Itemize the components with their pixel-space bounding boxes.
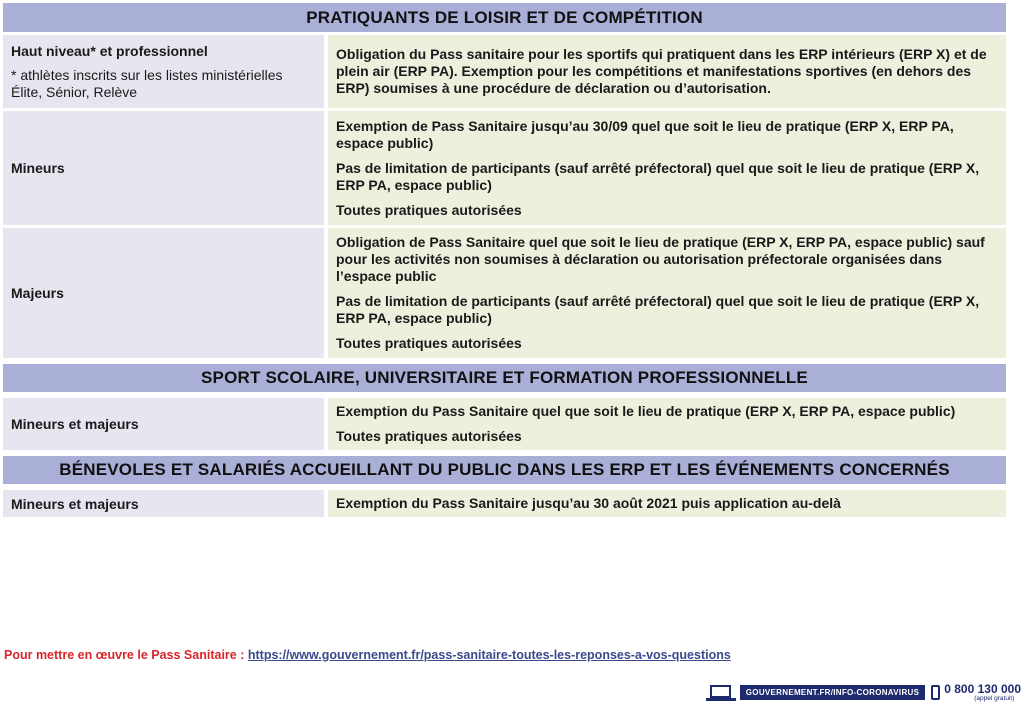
row-label: Mineurs (11, 160, 65, 176)
table-row (3, 490, 1006, 517)
row-note: * athlètes inscrits sur les listes ministérielles Élite, Sénior, Relève (11, 66, 283, 100)
row-content-cell (328, 35, 1006, 108)
row-content-cell (328, 111, 1006, 225)
row-paragraph: Toutes pratiques autorisées (336, 201, 522, 218)
row-label: Haut niveau* et professionnel (11, 42, 208, 59)
table-row (3, 228, 1006, 358)
footer-link-line (4, 648, 731, 662)
row-content-cell (328, 228, 1006, 358)
gov-site-label: GOUVERNEMENT.FR/INFO-CORONAVIRUS (740, 685, 925, 700)
table-row (3, 35, 1006, 108)
row-paragraph: Obligation du Pass sanitaire pour les sportifs qui pratiquent dans les ERP intérieurs (ERP X) et de plein air (ERP PA). Exemption pour les compétitions et manifestations sportives (en dehors des ERP) soumises à une procédure de déclaration ou d’autorisation. (336, 46, 987, 96)
row-label-cell (3, 111, 324, 225)
row-label-cell (3, 35, 324, 108)
phone-icon (931, 685, 940, 700)
row-label-cell (3, 490, 324, 517)
row-paragraph: Exemption du Pass Sanitaire jusqu’au 30 août 2021 puis application au-delà (336, 495, 841, 511)
info-bar (706, 683, 1021, 702)
phone-block (944, 683, 1021, 702)
phone-note: (appel gratuit) (974, 695, 1015, 702)
row-label-cell (3, 398, 324, 450)
row-label-cell (3, 228, 324, 358)
row-label: Majeurs (11, 285, 64, 301)
row-paragraph: Obligation de Pass Sanitaire quel que soit le lieu de pratique (ERP X, ERP PA, espace public) sauf pour les activités non soumises à déclaration ou autorisation préfectorale organisées dans l’espace public (336, 234, 985, 284)
row-content-cell (328, 398, 1006, 450)
section-header: SPORT SCOLAIRE, UNIVERSITAIRE ET FORMATION PROFESSIONNELLE (3, 364, 1006, 392)
row-content-cell (328, 490, 1006, 517)
row-paragraph: Toutes pratiques autorisées (336, 428, 522, 444)
row-label: Mineurs et majeurs (11, 416, 139, 432)
table-row (3, 111, 1006, 225)
row-paragraph: Pas de limitation de participants (sauf arrêté préfectoral) quel que soit le lieu de pratique (ERP X, ERP PA, espace public) (336, 293, 980, 326)
row-paragraph: Exemption de Pass Sanitaire jusqu’au 30/09 quel que soit le lieu de pratique (ERP X, ERP PA, espace public) (336, 117, 954, 151)
table-row (3, 398, 1006, 450)
section-header: PRATIQUANTS DE LOISIR ET DE COMPÉTITION (3, 3, 1006, 32)
phone-number: 0 800 130 000 (944, 682, 1021, 696)
footer-prefix: Pour mettre en œuvre le Pass Sanitaire : (4, 648, 245, 662)
rules-table (3, 3, 1006, 517)
row-paragraph: Pas de limitation de participants (sauf arrêté préfectoral) quel que soit le lieu de pratique (ERP X, ERP PA, espace public) (336, 159, 980, 193)
pass-sanitaire-link[interactable]: https://www.gouvernement.fr/pass-sanitaire-toutes-les-reponses-a-vos-questions (247, 648, 731, 662)
row-label: Mineurs et majeurs (11, 495, 139, 512)
laptop-icon (706, 684, 736, 702)
section-header: BÉNEVOLES ET SALARIÉS ACCUEILLANT DU PUBLIC DANS LES ERP ET LES ÉVÉNEMENTS CONCERNÉS (3, 456, 1006, 484)
row-paragraph: Toutes pratiques autorisées (336, 335, 522, 351)
row-paragraph: Exemption du Pass Sanitaire quel que soit le lieu de pratique (ERP X, ERP PA, espace public) (336, 403, 956, 419)
